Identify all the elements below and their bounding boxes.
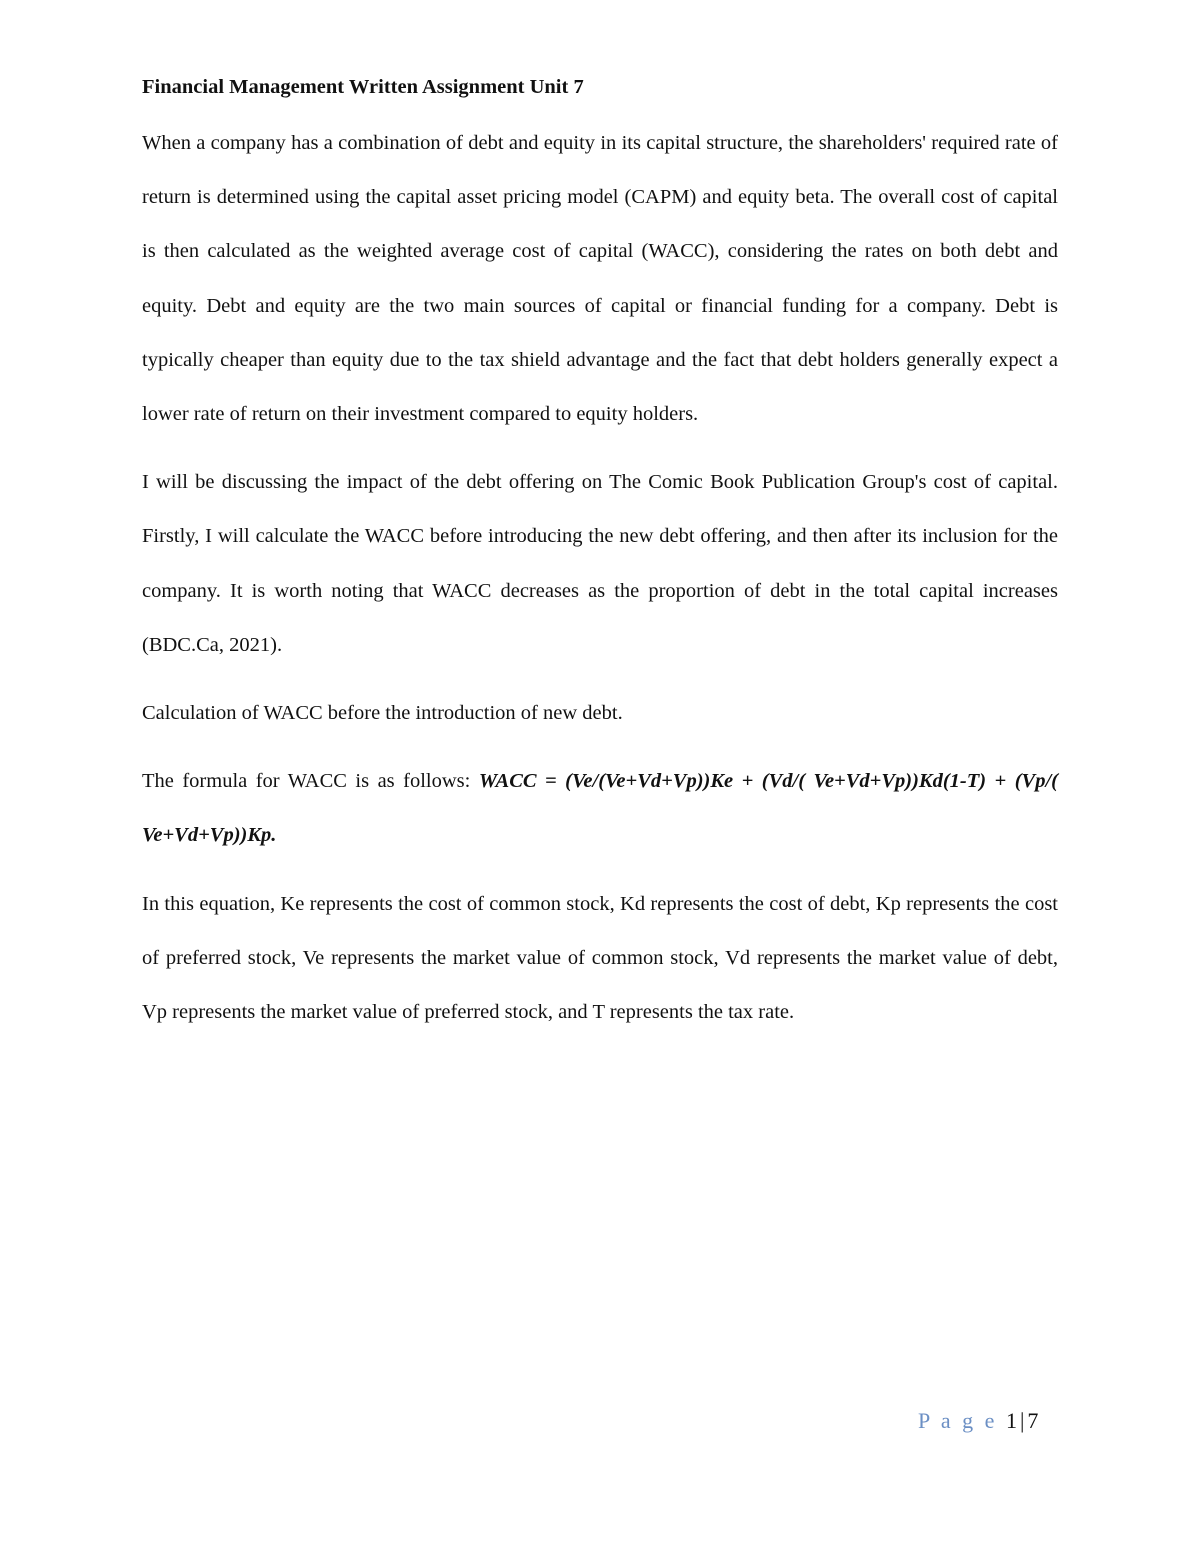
page-separator: | (1019, 1408, 1028, 1433)
formula-intro: The formula for WACC is as follows: (142, 770, 479, 793)
page-label: P a g e (918, 1408, 998, 1433)
paragraph-discussion: I will be discussing the impact of the debt offering on The Comic Book Publication Group's cost of capital. Firstly, I will calculate the WACC before introducing the new debt offering, and then after its inclusion for the company. It is worth noting that WACC decreases as the proportion of debt in the total capital increases (BDC.Ca, 2021). (142, 471, 1058, 656)
paragraph-formula (142, 754, 1058, 862)
document-body (142, 66, 1058, 1053)
page-footer (918, 1408, 1041, 1434)
paragraph-calculation-heading: Calculation of WACC before the introduction of new debt. (142, 702, 623, 725)
wacc-formula: WACC = (Ve/(Ve+Vd+Vp))Ke + (Vd/( Ve+Vd+Vp))Kd(1-T) + (Vp/( Ve+Vd+Vp))Kp. (142, 770, 1058, 847)
total-pages: 7 (1027, 1408, 1042, 1433)
paragraph-intro: When a company has a combination of debt and equity in its capital structure, the shareholders' required rate of return is determined using the capital asset pricing model (CAPM) and equity beta. The overall cost of capital is then calculated as the weighted average cost of capital (WACC), considering the rates on both debt and equity. Debt and equity are the two main sources of capital or financial funding for a company. Debt is typically cheaper than equity due to the tax shield advantage and the fact that debt holders generally expect a lower rate of return on their investment compared to equity holders. (142, 132, 1058, 426)
paragraph-definitions: In this equation, Ke represents the cost of common stock, Kd represents the cost of debt, Kp represents the cost of preferred stock, Ve represents the market value of common stock, Vd represents the market value of debt, Vp represents the market value of preferred stock, and T represents the tax rate. (142, 892, 1058, 1024)
document-title: Financial Management Written Assignment Unit 7 (142, 76, 584, 98)
page-number: 1 (1005, 1408, 1020, 1433)
